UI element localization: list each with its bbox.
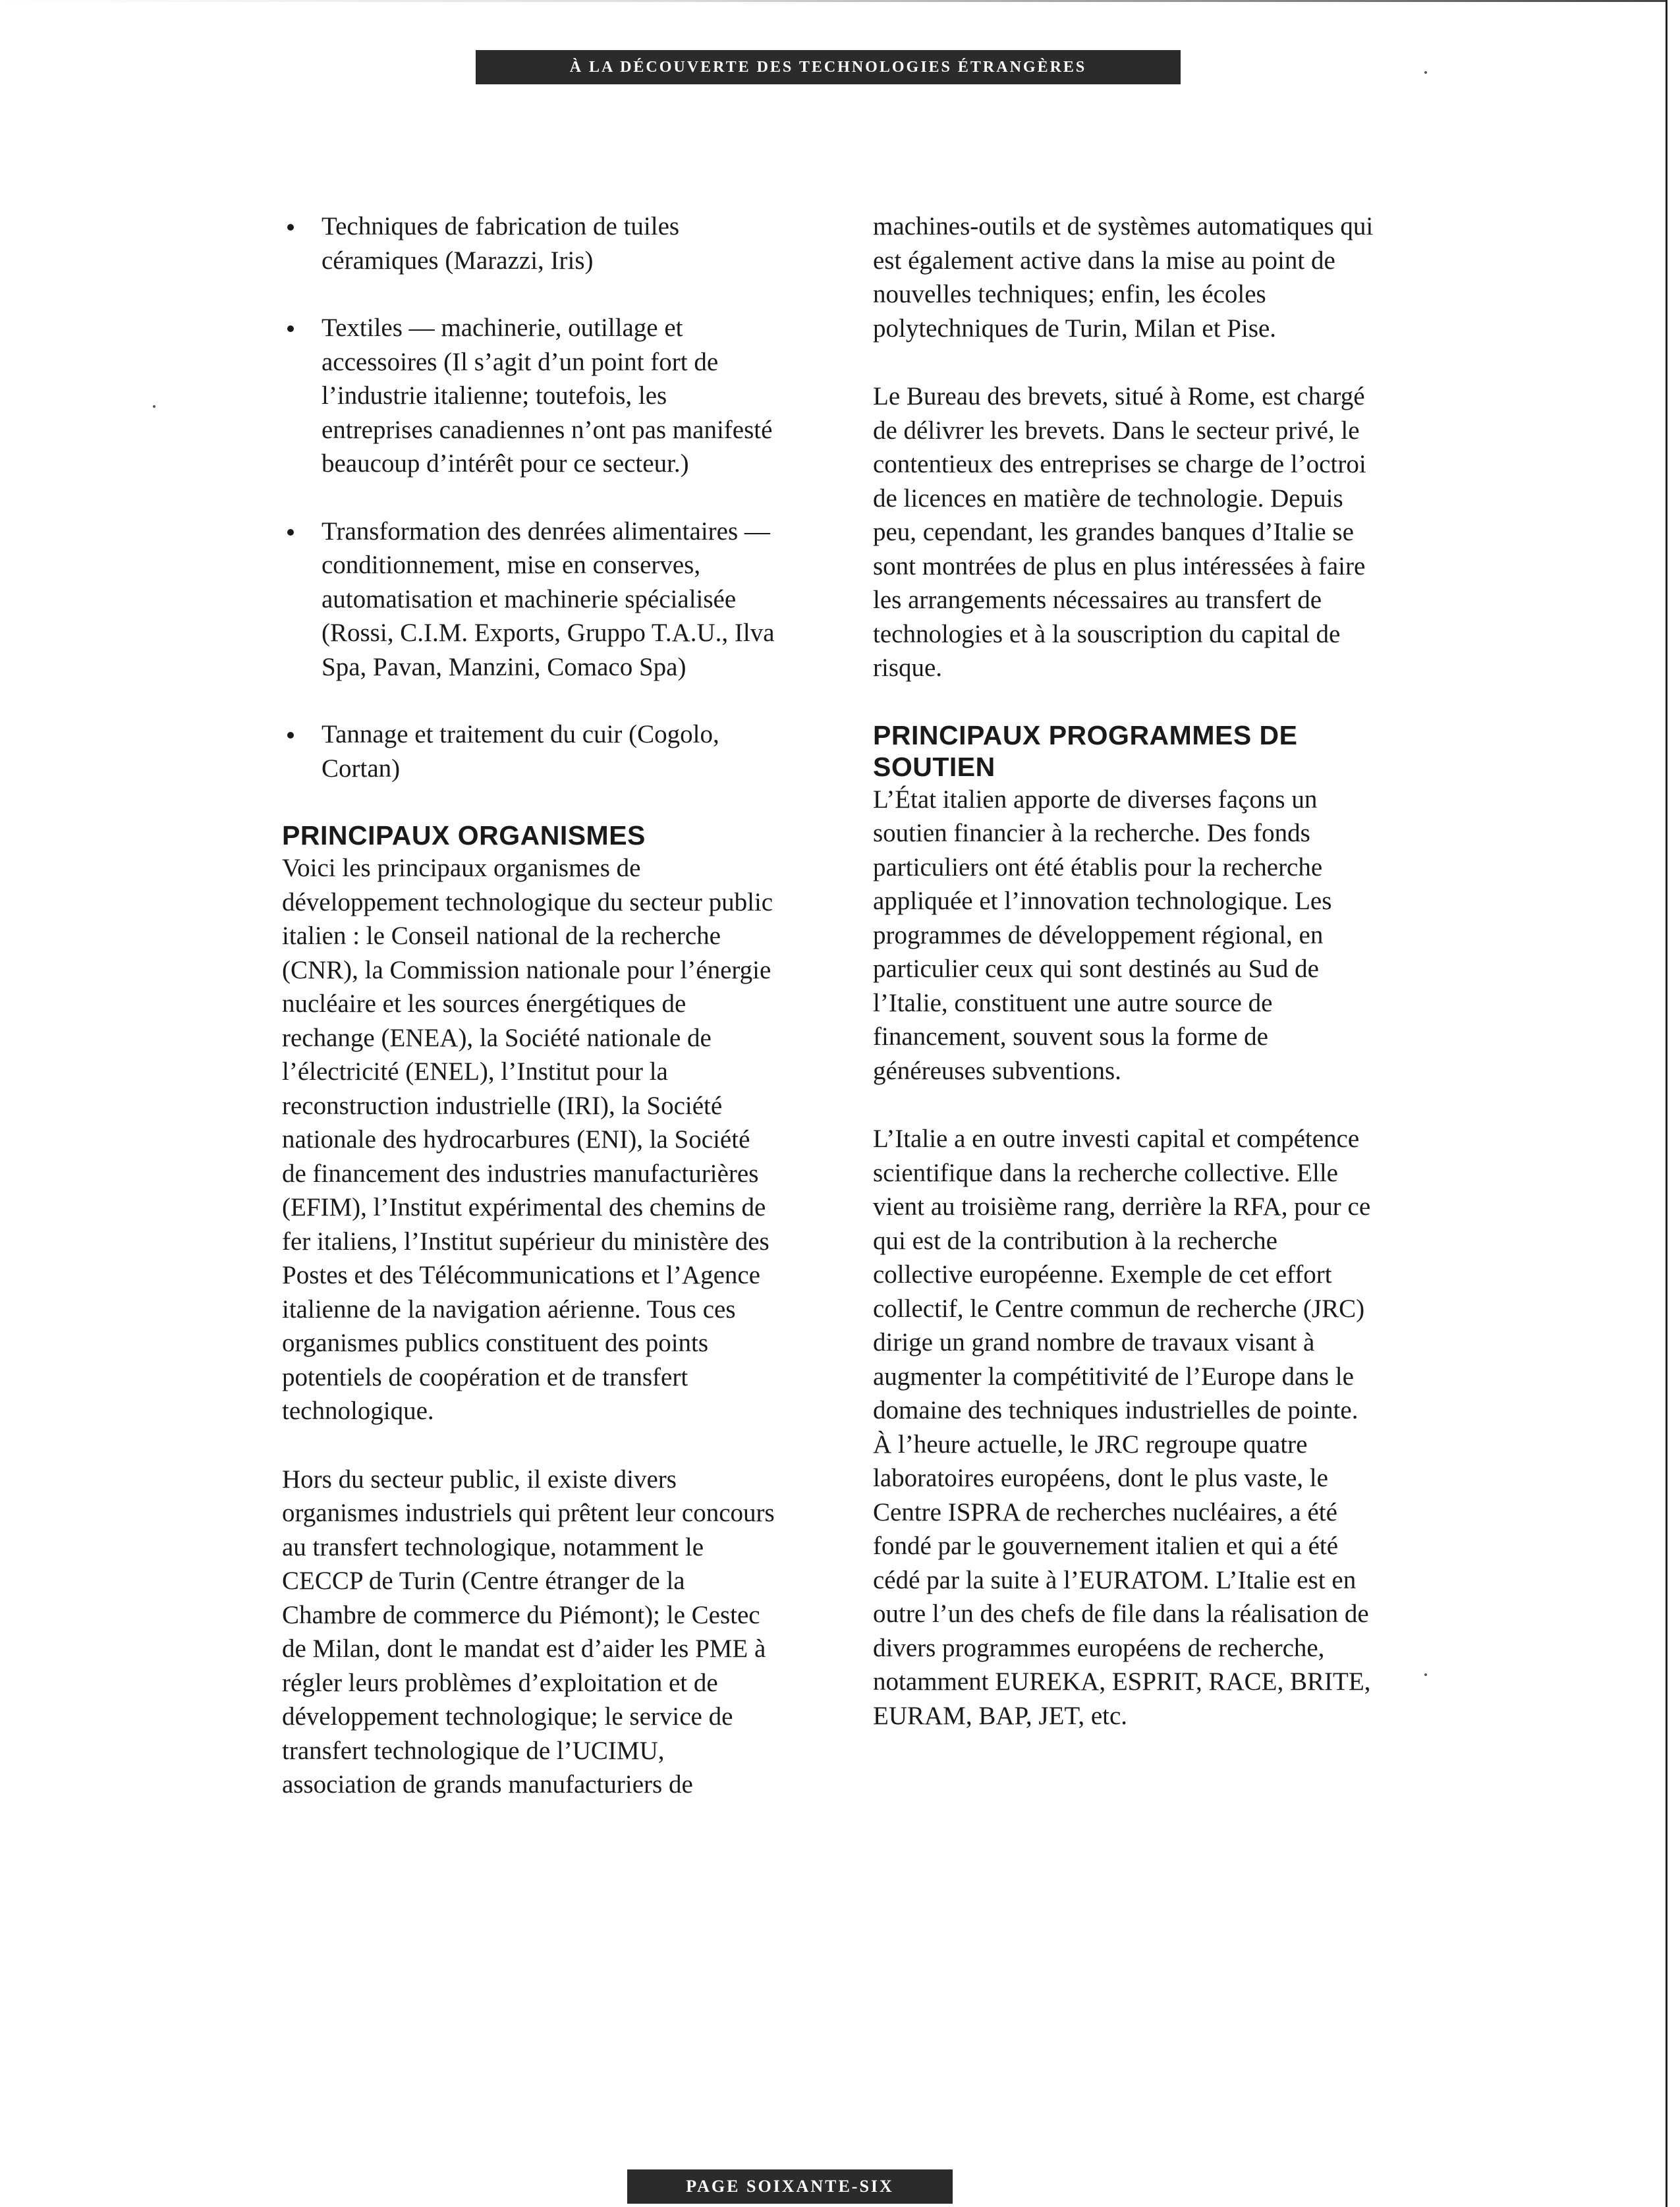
scan-speck — [153, 405, 155, 408]
left-column — [282, 210, 776, 1836]
body-paragraph: L’État italien apporte de diverses façons un soutien financier à la recherche. Des fonds particuliers ont été établis pour la recherche appliquée et l’innovation technologique. Les programmes de développement régional, en particulier ceux qui sont destinés au Sud de l’Italie, constituent une autre source de financement, souvent sous la forme de généreuses subventions. — [873, 785, 1332, 1085]
list-item — [322, 717, 776, 785]
list-item-text: Transformation des denrées alimentaires — conditionnement, mise en conserves, automatisation et machinerie spécialisée (Rossi, C.I.M. Exports, Gruppo T.A.U., Ilva Spa, Pavan, Manzini, Comaco Spa) — [322, 517, 775, 681]
list-item — [322, 515, 776, 684]
page-top-edge — [0, 0, 1666, 2]
body-paragraph-continuation: machines-outils et de systèmes automatiques qui est également active dans la mise au point de nouvelles techniques; enfin, les écoles polytechniques de Turin, Milan et Pise. — [873, 212, 1374, 343]
body-paragraph: Le Bureau des brevets, situé à Rome, est chargé de délivrer les brevets. Dans le secteur privé, le contentieux des entreprises se charge de l’octroi de licences en matière de technologie. Depuis peu, cependant, les grandes banques d’Italie se sont montrées de plus en plus intéressées à faire les arrangements nécessaires au transfert de technologies et à la souscription du capital de risque. — [873, 382, 1366, 682]
section-heading: PRINCIPAUX PROGRAMMES DE SOUTIEN — [873, 719, 1298, 782]
page-number-label: PAGE SOIXANTE-SIX — [686, 2177, 894, 2196]
scan-speck — [1424, 71, 1427, 74]
right-column — [873, 210, 1374, 1767]
list-item-text: Tannage et traitement du cuir (Cogolo, Cortan) — [322, 720, 719, 783]
body-paragraph: Hors du secteur public, il existe divers organismes industriels qui prêtent leur concours au transfert technologique, notamment le CECCP de Turin (Centre étranger de la Chambre de commerce du Piémont); le Cestec de Milan, dont le mandat est d’aider les PME à régler leurs problèmes d’exploitation et de développement technologique; le service de transfert technologique de l’UCIMU, association de grands manufacturiers de — [282, 1465, 775, 1799]
list-item — [322, 311, 776, 481]
bullet-icon — [287, 732, 294, 739]
page-footer — [627, 2169, 953, 2204]
scan-speck — [1424, 1673, 1427, 1676]
body-paragraph: L’Italie a en outre investi capital et compétence scientifique dans la recherche collective. Elle vient au troisième rang, derrière la RFA, pour ce qui est de la contribution à la recherche collective européenne. Exemple de cet effort collectif, le Centre commun de recherche (JRC) dirige un grand nombre de travaux visant à augmenter la compétitivité de l’Europe dans le domaine des techniques industrielles de pointe. À l’heure actuelle, le JRC regroupe quatre laboratoires européens, dont le plus vaste, le Centre ISPRA de recherches nucléaires, a été fondé par le gouvernement italien et qui a été cédé par la suite à l’EURATOM. L’Italie est en outre l’un des chefs de file dans la réalisation de divers programmes européens de recherche, notamment EUREKA, ESPRIT, RACE, BRITE, EURAM, BAP, JET, etc. — [873, 1125, 1371, 1730]
industry-bullet-list — [322, 210, 776, 785]
bullet-icon — [287, 224, 294, 231]
section-heading: PRINCIPAUX ORGANISMES — [282, 820, 646, 851]
list-item-text: Textiles — machinerie, outillage et accessoires (Il s’agit d’un point fort de l’industrie italienne; toutefois, les entreprises canadiennes n’ont pas manifesté beaucoup d’intérêt pour ce secteur.) — [322, 314, 773, 478]
running-header-title: À LA DÉCOUVERTE DES TECHNOLOGIES ÉTRANGÈRES — [569, 58, 1087, 76]
page-right-edge — [1666, 0, 1667, 2207]
running-header — [476, 50, 1181, 84]
bullet-icon — [287, 325, 294, 332]
bullet-icon — [287, 529, 294, 536]
list-item-text: Techniques de fabrication de tuiles céramiques (Marazzi, Iris) — [322, 212, 680, 275]
list-item — [322, 210, 776, 277]
body-paragraph: Voici les principaux organismes de développement technologique du secteur public italien : le Conseil national de la recherche (CNR), la Commission nationale pour l’énergie nucléaire et les sources énergétiques de rechange (ENEA), la Société nationale de l’électricité (ENEL), l’Institut pour la reconstruction industrielle (IRI), la Société nationale des hydrocarbures (ENI), la Société de financement des industries manufacturières (EFIM), l’Institut expérimental des chemins de fer italiens, l’Institut supérieur du ministère des Postes et des Télécommunications et l’Agence italienne de la navigation aérienne. Tous ces organismes publics constituent des points potentiels de coopération et de transfert technologique. — [282, 854, 773, 1425]
